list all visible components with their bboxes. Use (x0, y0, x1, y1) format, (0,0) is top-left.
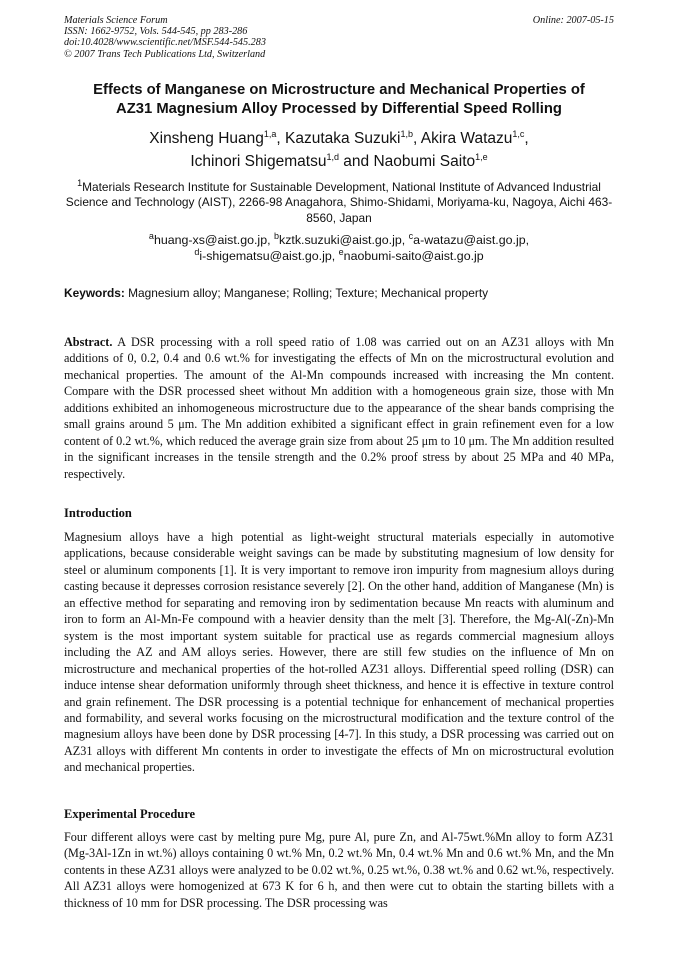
email-sup: a (148, 230, 154, 241)
author-name: Naobumi Saito (373, 153, 476, 170)
author-name: Akira Watazu (420, 130, 513, 147)
author-list (50, 127, 628, 173)
emails-line-1 (64, 232, 614, 248)
email-link[interactable]: kztk.suzuki@aist.go.jp, (279, 233, 406, 247)
affiliation (64, 180, 614, 226)
email-link[interactable]: a-watazu@aist.go.jp, (413, 233, 530, 247)
email-sup: b (273, 230, 279, 241)
email-sup: e (338, 246, 344, 257)
affiliation-text: Materials Research Institute for Sustainable Development, National Institute of Advanced Industrial Science and Technology (AIST), 2266-98 Anagahora, Shimo-Shidami, Moriyama-ku, Nagoya, Aichi 463-8560, Japan (65, 180, 613, 225)
authors-line-2 (50, 150, 628, 173)
abstract-text: A DSR processing with a roll speed ratio of 1.08 was carried out on an AZ31 alloys with Mn additions of 0, 0.2, 0.4 and 0.6 wt.% for investigating the effects of Mn on the microstructural evolution and mechanical properties. The amount of the Al-Mn compounds increased with increasing the Mn content. Compare with the DSR processed sheet without Mn addition with a homogeneous grain size, those with Mn additions exhibited an inhomogeneous microstructure due to the appearance of the shear bands comprising the small grains around 5 μm. The Mn addition exhibited a significant effect in grain refinement even for a low content of 0.2 wt.%, which reduced the average grain size from about 25 μm to 10 μm. The Mn addition resulted in the significant increases in the tensile strength and the 0.2% proof stress by about 25 MPa and 40 MPa, respectively. (64, 335, 615, 481)
journal-header (64, 15, 266, 60)
experimental-text: Four different alloys were cast by melting pure Mg, pure Al, pure Zn, and Al-75wt.%Mn alloy to form AZ31 (Mg-3Al-1Zn in wt.%) alloys containing 0 wt.% Mn, 0.2 wt.% Mn, 0.4 wt.% Mn and 0.6 wt.% Mn, and the Mn contents in these AZ31 alloys were analyzed to be 0.02 wt.%, 0.25 wt.%, 0.38 wt.% and 0.62 wt.%, respectively. All AZ31 alloys were homogenized at 673 K for 6 h, and then were cut to obtain the starting billets with a thickness of 10 mm for DSR processing. The DSR processing was (64, 830, 614, 910)
author-affiliation-sup: 1,d (326, 151, 339, 162)
author-name: Kazutaka Suzuki (285, 130, 401, 147)
email-link[interactable]: naobumi-saito@aist.go.jp (343, 249, 484, 263)
author-affiliation-sup: 1,b (400, 128, 414, 139)
email-sup: d (194, 246, 200, 257)
issn-line: ISSN: 1662-9752, Vols. 544-545, pp 283-286 (64, 26, 248, 38)
abstract-label: Abstract. (64, 335, 113, 349)
author-affiliation-sup: 1,a (263, 128, 277, 139)
author-conjunction: and (343, 153, 370, 170)
keywords (64, 286, 614, 301)
online-date: Online: 2007-05-15 (532, 15, 614, 26)
copyright-line: © 2007 Trans Tech Publications Ltd, Switzerland (64, 48, 266, 60)
authors-line-1: Xinsheng Huang$^{1,a}$, Kazutaka Suzuki$^{1,b}$, Akira Watazu$^{1,c}$, (149, 128, 529, 147)
emails-line-2 (64, 248, 614, 264)
doi-line[interactable]: doi:10.4028/www.scientific.net/MSF.544-545.283 (64, 37, 266, 49)
email-link[interactable]: huang-xs@aist.go.jp, (153, 233, 271, 247)
paper-title (50, 81, 628, 119)
author-affiliation-sup: 1,c (512, 128, 525, 139)
author-name: Ichinori Shigematsu (190, 153, 327, 170)
keywords-text: Magnesium alloy; Manganese; Rolling; Texture; Mechanical property (128, 286, 489, 300)
keywords-label: Keywords: (64, 286, 125, 300)
introduction-heading: Introduction (64, 506, 132, 520)
experimental-heading: Experimental Procedure (64, 807, 196, 821)
affiliation-sup: 1 (77, 178, 83, 189)
abstract (64, 334, 614, 482)
author-affiliation-sup: 1,e (475, 151, 488, 162)
introduction-text: Magnesium alloys have a high potential as light-weight structural materials especially in automotive applications, because considerable weight savings can be made by substituting magnesium of low density for steel or aluminum components [1]. It is very important to remove iron impurity from magnesium alloys during casting because it depresses corrosion resistance severely [2]. On the other hand, addition of Manganese (Mn) is an effective method for separating and removing iron by sedimentation because Mn reacts with aluminum and iron to form an Al-Mn-Fe compound with a heavier density than the melt [3]. Therefore, the Mg-Al(-Zn)-Mn system is the most important system suitable for practical use as regards commercial magnesium alloys including the AZ and AM alloys series. However, there are still few studies on the influence of Mn on microstructure and mechanical properties of the hot-rolled AZ31 alloys. Differential speed rolling (DSR) can induce intense shear deformation uniformly through sheet thickness, and hence it is effective in texture control and grain refinement. The DSR processing is a potential technique for enhancement of mechanical properties and formability, and several works focusing on the microstructural modification and the texture control of the magnesium alloys have been done by DSR processing [4-7]. In this study, a DSR processing was carried out on AZ31 alloys with different Mn contents in order to investigate the effects of Mn on microstructural evolution and mechanical properties. (64, 530, 614, 775)
title-line-1: Effects of Manganese on Microstructure and Mechanical Properties of (93, 82, 585, 98)
email-link[interactable]: i-shigematsu@aist.go.jp, (199, 249, 336, 263)
title-line-2: AZ31 Magnesium Alloy Processed by Differential Speed Rolling (116, 101, 562, 117)
email-sup: c (408, 230, 414, 241)
author-emails (64, 232, 614, 264)
author-name: Xinsheng Huang (149, 130, 264, 147)
journal-name: Materials Science Forum (64, 15, 168, 26)
